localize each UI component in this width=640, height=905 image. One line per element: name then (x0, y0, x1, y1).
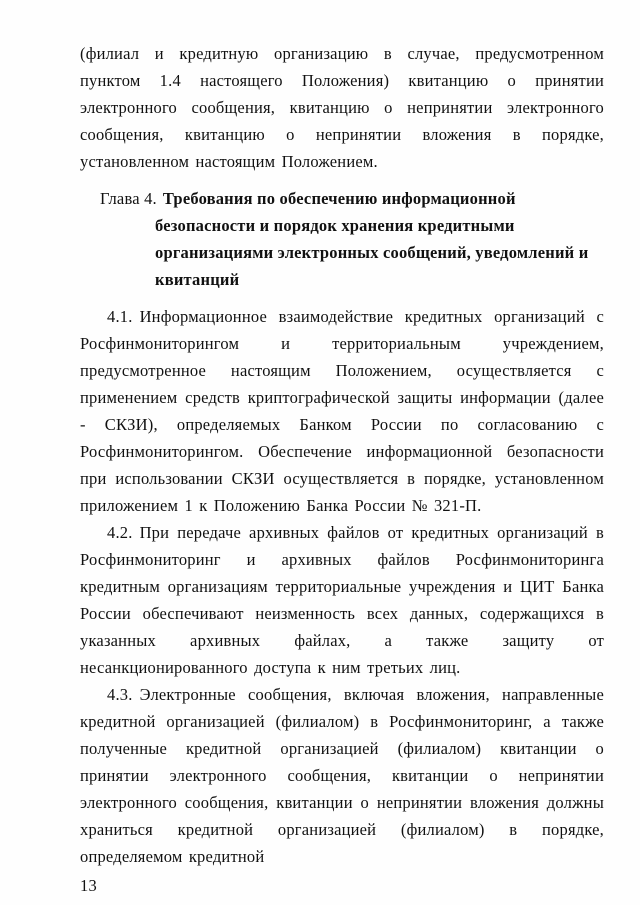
section-4-2 (80, 519, 604, 681)
section-number: 4.3. (107, 685, 133, 704)
page-number: 13 (80, 876, 97, 895)
continuation-paragraph: (филиал и кредитную организацию в случае, предусмотренном пунктом 1.4 настоящего Положения) квитанцию о принятии электронного сообщения, квитанцию о непринятии электронного сообщения, квитанцию о непринятии вложения в порядке, установленном настоящим Положением. (80, 44, 604, 171)
chapter-heading-label: Глава 4. (100, 189, 157, 208)
section-text: Электронные сообщения, включая вложения, направленные кредитной организацией (филиалом) в Росфинмониторинг, а также полученные кредитной организацией (филиалом) квитанции о принятии электронного сообщения, квитанции о непринятии электронного сообщения, квитанции о непринятии вложения должны храниться кредитной организацией (филиалом) в порядке, определяемом кредитной (80, 685, 604, 866)
section-4-3 (80, 681, 604, 870)
section-number: 4.2. (107, 523, 133, 542)
section-text: При передаче архивных файлов от кредитных организаций в Росфинмониторинг и архивных файлов Росфинмониторинга кредитным организациям территориальные учреждения и ЦИТ Банка России обеспечивают неизменность всех данных, содержащихся в указанных архивных файлах, а также защиту от несанкционированного доступа к ним третьих лиц. (80, 523, 604, 677)
section-number: 4.1. (107, 307, 133, 326)
chapter-heading (80, 185, 604, 293)
section-4-1 (80, 303, 604, 519)
section-text: Информационное взаимодействие кредитных организаций с Росфинмониторингом и территориальным учреждением, предусмотренное настоящим Положением, осуществляется с применением средств криптографической защиты информации (далее - СКЗИ), определяемых Банком России по согласованию с Росфинмониторингом. Обеспечение информационной безопасности при использовании СКЗИ осуществляется в порядке, установленном приложением 1 к Положению Банка России № 321-П. (80, 307, 604, 515)
chapter-heading-title: Требования по обеспечению информационной безопасности и порядок хранения кредитными организациями электронных сообщений, уведомлений и квитанций (155, 189, 589, 289)
